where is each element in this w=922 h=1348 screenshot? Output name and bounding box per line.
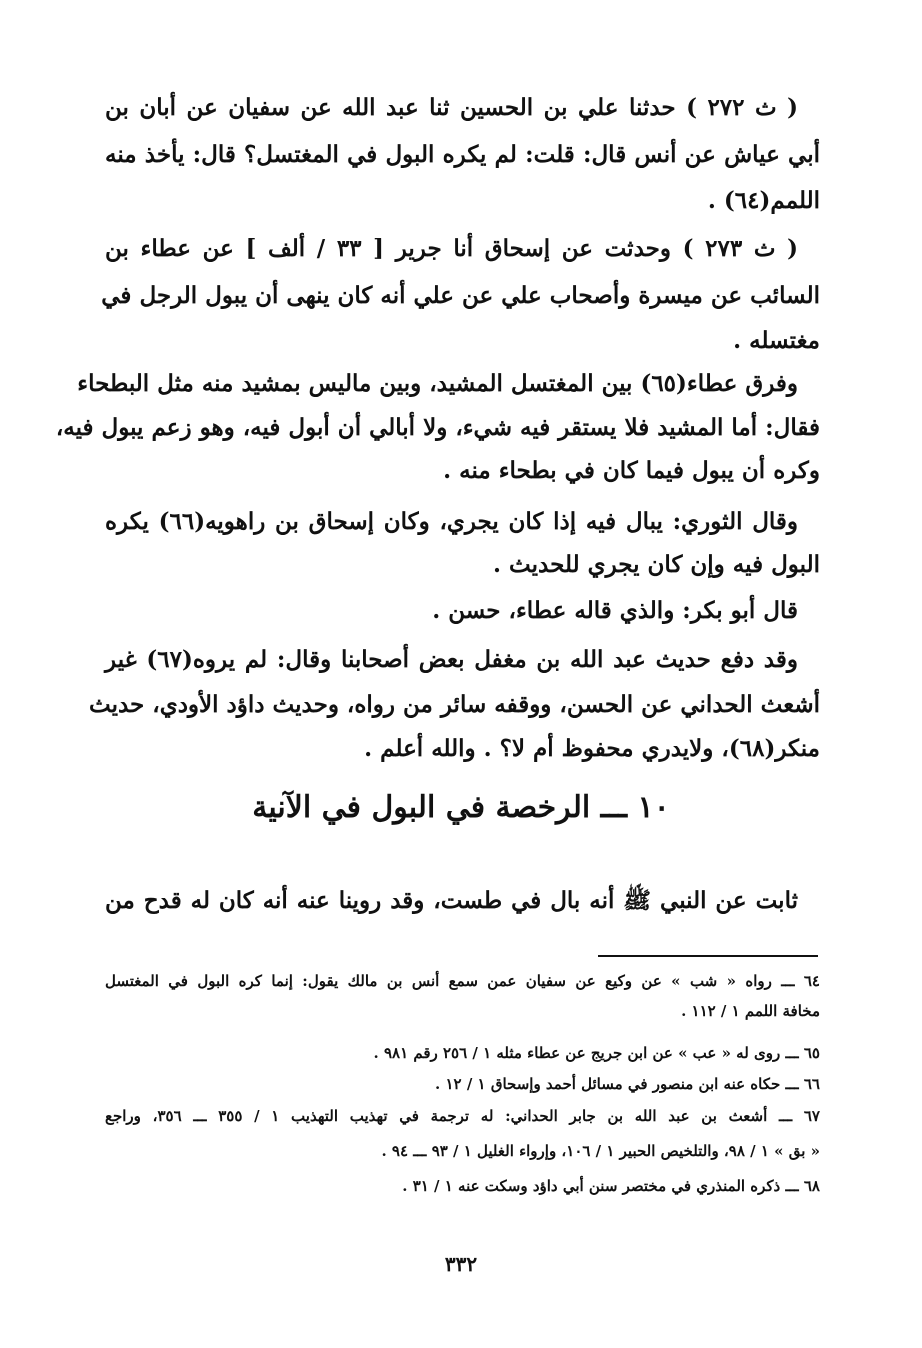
footnote-separator [598,955,818,957]
footnote-64-line-2: مخافة اللمم ١ / ١١٢ . [681,1002,820,1020]
paragraph-6-line-3: منكر(٦٨)، ولايدري محفوظ أم لا؟ . والله أعلم . [364,735,820,762]
paragraph-4-line-2: البول فيه وإن كان يجري للحديث . [493,551,820,578]
paragraph-3-line-3: وكره أن يبول فيما كان في بطحاء منه . [443,457,820,484]
footnote-67-line-2: « بق » ١ / ٩٨، والتلخيص الحبير ١ / ١٠٦، وإرواء الغليل ١ / ٩٣ ـــ ٩٤ . [381,1142,820,1160]
paragraph-6-line-1: وقد دفع حديث عبد الله بن مغفل بعض أصحابنا وقال: لم يروه(٦٧) غير [105,646,798,673]
paragraph-1-line-1: ( ث ٢٧٢ ) حدثنا علي بن الحسين ثنا عبد الله عن سفيان عن أبان بن [105,94,798,121]
footnote-66: ٦٦ ـــ حكاه عنه ابن منصور في مسائل أحمد وإسحاق ١ / ١٢ . [435,1075,820,1093]
paragraph-2-line-1: ( ث ٢٧٣ ) وحدثت عن إسحاق أنا جرير [ ٣٣ / ألف ] عن عطاء بن [105,235,798,262]
paragraph-5-line-1: قال أبو بكر: والذي قاله عطاء، حسن . [432,597,798,624]
paragraph-2-line-2: السائب عن ميسرة وأصحاب علي عن علي أنه كان ينهى أن يبول الرجل في [101,282,820,309]
page-number: ٣٣٢ [444,1252,478,1276]
footnote-67-line-1: ٦٧ ـــ أشعث بن عبد الله بن جابر الحداني: له ترجمة في تهذيب التهذيب ١ / ٣٥٥ ـــ ٣٥٦، وراجع [105,1107,820,1125]
section-heading: ١٠ ـــ الرخصة في البول في الآنية [252,790,670,825]
paragraph-1-line-3: اللمم(٦٤) . [707,187,820,214]
paragraph-2-line-3: مغتسله . [733,327,820,354]
paragraph-3-line-1: وفرق عطاء(٦٥) بين المغتسل المشيد، وبين ماليس بمشيد منه مثل البطحاء [77,370,798,397]
footnote-68: ٦٨ ـــ ذكره المنذري في مختصر سنن أبي داؤد وسكت عنه ١ / ٣١ . [402,1177,820,1195]
paragraph-1-line-2: أبي عياش عن أنس قال: قلت: لم يكره البول في المغتسل؟ قال: يأخذ منه [105,141,820,168]
paragraph-6-line-2: أشعث الحداني عن الحسن، ووقفه سائر من رواه، وحديث داؤد الأودي، حديث [88,691,820,718]
paragraph-3-line-2: فقال: أما المشيد فلا يستقر فيه شيء، ولا أبالي أن أبول فيه، وهو زعم يبول فيه، [55,414,820,441]
footnote-65: ٦٥ ـــ روى له « عب » عن ابن جريج عن عطاء مثله ١ / ٢٥٦ رقم ٩٨١ . [373,1044,820,1062]
paragraph-4-line-1: وقال الثوري: يبال فيه إذا كان يجري، وكان إسحاق بن راهويه(٦٦) يكره [105,508,799,535]
paragraph-7-line-1: ثابت عن النبي ﷺ أنه بال في طست، وقد روينا عنه أنه كان له قدح من [105,887,798,914]
footnote-64-line-1: ٦٤ ـــ رواه « شب » عن وكيع عن سفيان عمن سمع أنس بن مالك يقول: إنما كره البول في المغتسل [105,972,820,990]
